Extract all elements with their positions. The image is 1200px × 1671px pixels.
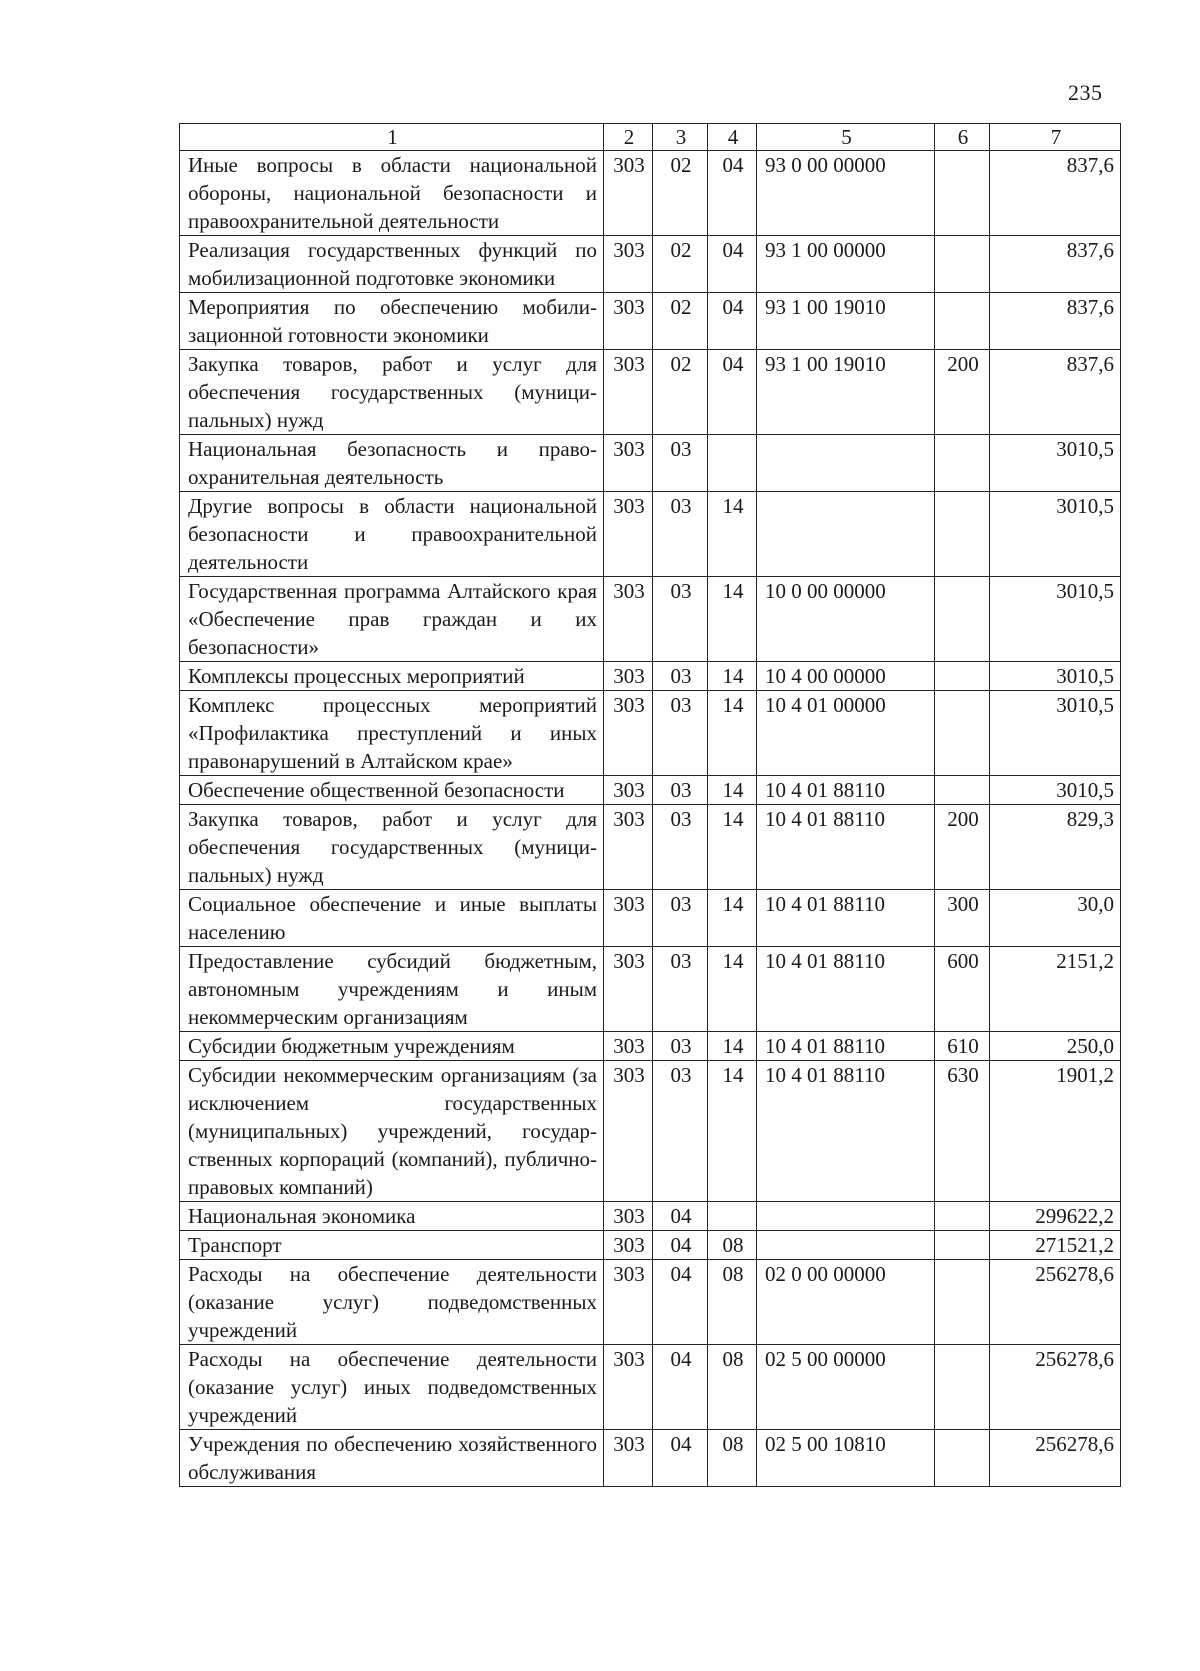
row-target-article-cell: 10 0 00 00000: [757, 577, 935, 662]
row-expense-type-cell: 600: [935, 947, 990, 1032]
row-target-article-cell: [757, 1231, 935, 1260]
row-ved-cell: 303: [604, 776, 653, 805]
row-target-article-cell: 02 5 00 00000: [757, 1345, 935, 1430]
row-subsection-cell: 14: [708, 1061, 757, 1202]
table-row: [180, 350, 1121, 435]
table-row: [180, 1231, 1121, 1260]
row-amount-cell: 1901,2: [990, 1061, 1121, 1202]
row-target-article-cell: [757, 435, 935, 492]
row-name-cell: Закупка товаров, работ и услуг для обеспечения государственных (муниципальных) нужд: [180, 350, 604, 435]
row-name-cell: Другие вопросы в области национальной безопасности и правоохранительной деятельности: [180, 492, 604, 577]
row-subsection-cell: 04: [708, 151, 757, 236]
row-ved-cell: 303: [604, 577, 653, 662]
row-amount-cell: 3010,5: [990, 577, 1121, 662]
row-amount-cell: 299622,2: [990, 1202, 1121, 1231]
table-row: [180, 890, 1121, 947]
table-header: [180, 124, 1121, 151]
row-expense-type-cell: [935, 776, 990, 805]
row-ved-cell: 303: [604, 691, 653, 776]
row-name-cell: Национальная безопасность и правоохранительная деятельность: [180, 435, 604, 492]
table-row: [180, 805, 1121, 890]
row-target-article-cell: 93 1 00 00000: [757, 236, 935, 293]
row-expense-type-cell: 200: [935, 805, 990, 890]
row-section-cell: 03: [653, 805, 708, 890]
row-section-cell: 03: [653, 947, 708, 1032]
table-row: [180, 1202, 1121, 1231]
row-expense-type-cell: 610: [935, 1032, 990, 1061]
row-name-cell: Учреждения по обеспечению хозяйственного обслуживания: [180, 1430, 604, 1487]
row-subsection-cell: 14: [708, 662, 757, 691]
row-subsection-cell: 14: [708, 691, 757, 776]
row-target-article-cell: 10 4 01 88110: [757, 776, 935, 805]
row-target-article-cell: 10 4 01 88110: [757, 890, 935, 947]
row-section-cell: 03: [653, 1032, 708, 1061]
row-name-cell: Государственная программа Алтайского края «Обеспечение прав граждан и их безопасности»: [180, 577, 604, 662]
row-amount-cell: 3010,5: [990, 435, 1121, 492]
row-expense-type-cell: [935, 492, 990, 577]
row-subsection-cell: 14: [708, 577, 757, 662]
row-expense-type-cell: [935, 1260, 990, 1345]
row-amount-cell: 837,6: [990, 350, 1121, 435]
table-row: [180, 1061, 1121, 1202]
row-section-cell: 02: [653, 293, 708, 350]
row-name-cell: Субсидии бюджетным учреждениям: [180, 1032, 604, 1061]
header-col-4: 4: [708, 124, 757, 151]
row-target-article-cell: 93 1 00 19010: [757, 350, 935, 435]
row-target-article-cell: [757, 492, 935, 577]
row-section-cell: 03: [653, 435, 708, 492]
row-ved-cell: 303: [604, 1231, 653, 1260]
row-target-article-cell: 93 0 00 00000: [757, 151, 935, 236]
row-name-cell: Комплексы процессных мероприятий: [180, 662, 604, 691]
row-expense-type-cell: [935, 293, 990, 350]
row-amount-cell: 256278,6: [990, 1260, 1121, 1345]
row-expense-type-cell: [935, 1231, 990, 1260]
row-section-cell: 04: [653, 1430, 708, 1487]
row-name-cell: Обеспечение общественной безопасности: [180, 776, 604, 805]
row-subsection-cell: 14: [708, 890, 757, 947]
row-amount-cell: 250,0: [990, 1032, 1121, 1061]
row-name-cell: Национальная экономика: [180, 1202, 604, 1231]
table-row: [180, 151, 1121, 236]
row-ved-cell: 303: [604, 947, 653, 1032]
table-row: [180, 662, 1121, 691]
row-ved-cell: 303: [604, 1032, 653, 1061]
row-ved-cell: 303: [604, 350, 653, 435]
row-target-article-cell: 10 4 01 00000: [757, 691, 935, 776]
row-name-cell: Иные вопросы в области национальной обороны, национальной безопасности и правоохранительной деятельности: [180, 151, 604, 236]
row-subsection-cell: 08: [708, 1430, 757, 1487]
row-name-cell: Субсидии некоммерческим организациям (за исключением государственных (муниципальных) учреждений, государственных корпораций (компаний), публично-правовых компаний): [180, 1061, 604, 1202]
row-amount-cell: 271521,2: [990, 1231, 1121, 1260]
row-amount-cell: 3010,5: [990, 492, 1121, 577]
row-amount-cell: 2151,2: [990, 947, 1121, 1032]
row-expense-type-cell: 300: [935, 890, 990, 947]
row-section-cell: 02: [653, 236, 708, 293]
row-ved-cell: 303: [604, 1345, 653, 1430]
row-amount-cell: 3010,5: [990, 776, 1121, 805]
header-col-7: 7: [990, 124, 1121, 151]
row-section-cell: 03: [653, 662, 708, 691]
row-ved-cell: 303: [604, 293, 653, 350]
table-row: [180, 947, 1121, 1032]
row-subsection-cell: 14: [708, 947, 757, 1032]
table-row: [180, 577, 1121, 662]
row-ved-cell: 303: [604, 1202, 653, 1231]
row-name-cell: Мероприятия по обеспечению мобилизационной готовности экономики: [180, 293, 604, 350]
row-section-cell: 04: [653, 1202, 708, 1231]
row-ved-cell: 303: [604, 435, 653, 492]
header-col-2: 2: [604, 124, 653, 151]
row-amount-cell: 829,3: [990, 805, 1121, 890]
row-subsection-cell: 14: [708, 492, 757, 577]
row-section-cell: 02: [653, 350, 708, 435]
row-name-cell: Предоставление субсидий бюджетным, автономным учреждениям и иным некоммерческим организациям: [180, 947, 604, 1032]
row-ved-cell: 303: [604, 662, 653, 691]
row-amount-cell: 3010,5: [990, 662, 1121, 691]
table-row: [180, 1430, 1121, 1487]
header-row: [180, 124, 1121, 151]
row-section-cell: 03: [653, 577, 708, 662]
row-ved-cell: 303: [604, 492, 653, 577]
table-row: [180, 1260, 1121, 1345]
row-ved-cell: 303: [604, 1260, 653, 1345]
row-section-cell: 04: [653, 1260, 708, 1345]
row-ved-cell: 303: [604, 236, 653, 293]
row-target-article-cell: 02 5 00 10810: [757, 1430, 935, 1487]
row-section-cell: 03: [653, 492, 708, 577]
row-name-cell: Транспорт: [180, 1231, 604, 1260]
table-body: [180, 151, 1121, 1487]
row-expense-type-cell: [935, 662, 990, 691]
row-subsection-cell: 14: [708, 776, 757, 805]
row-expense-type-cell: [935, 691, 990, 776]
row-expense-type-cell: 200: [935, 350, 990, 435]
row-subsection-cell: 04: [708, 236, 757, 293]
table-row: [180, 492, 1121, 577]
row-expense-type-cell: [935, 151, 990, 236]
row-name-cell: Социальное обеспечение и иные выплаты населению: [180, 890, 604, 947]
row-amount-cell: 837,6: [990, 151, 1121, 236]
row-section-cell: 02: [653, 151, 708, 236]
row-subsection-cell: 14: [708, 805, 757, 890]
row-subsection-cell: 08: [708, 1345, 757, 1430]
row-section-cell: 03: [653, 776, 708, 805]
row-subsection-cell: 08: [708, 1231, 757, 1260]
row-expense-type-cell: [935, 1345, 990, 1430]
row-target-article-cell: 10 4 01 88110: [757, 1032, 935, 1061]
row-name-cell: Закупка товаров, работ и услуг для обеспечения государственных (муниципальных) нужд: [180, 805, 604, 890]
row-section-cell: 03: [653, 890, 708, 947]
header-col-1: 1: [180, 124, 604, 151]
table-row: [180, 435, 1121, 492]
row-expense-type-cell: [935, 435, 990, 492]
row-amount-cell: 30,0: [990, 890, 1121, 947]
row-section-cell: 04: [653, 1345, 708, 1430]
row-ved-cell: 303: [604, 1061, 653, 1202]
row-target-article-cell: 10 4 01 88110: [757, 947, 935, 1032]
row-target-article-cell: [757, 1202, 935, 1231]
row-expense-type-cell: [935, 1430, 990, 1487]
row-subsection-cell: [708, 1202, 757, 1231]
row-expense-type-cell: [935, 236, 990, 293]
row-target-article-cell: 10 4 01 88110: [757, 805, 935, 890]
header-col-6: 6: [935, 124, 990, 151]
row-expense-type-cell: [935, 1202, 990, 1231]
row-ved-cell: 303: [604, 151, 653, 236]
row-expense-type-cell: 630: [935, 1061, 990, 1202]
row-amount-cell: 837,6: [990, 236, 1121, 293]
table-row: [180, 776, 1121, 805]
header-col-5: 5: [757, 124, 935, 151]
row-expense-type-cell: [935, 577, 990, 662]
row-amount-cell: 256278,6: [990, 1345, 1121, 1430]
row-subsection-cell: [708, 435, 757, 492]
row-target-article-cell: 93 1 00 19010: [757, 293, 935, 350]
row-section-cell: 03: [653, 691, 708, 776]
row-amount-cell: 3010,5: [990, 691, 1121, 776]
table-row: [180, 1345, 1121, 1430]
row-target-article-cell: 10 4 00 00000: [757, 662, 935, 691]
row-name-cell: Расходы на обеспечение деятельности (оказание услуг) иных подведомственных учреждений: [180, 1345, 604, 1430]
row-target-article-cell: 10 4 01 88110: [757, 1061, 935, 1202]
row-subsection-cell: 14: [708, 1032, 757, 1061]
row-subsection-cell: 04: [708, 350, 757, 435]
row-name-cell: Расходы на обеспечение деятельности (оказание услуг) подведомственных учреждений: [180, 1260, 604, 1345]
row-name-cell: Комплекс процессных мероприятий «Профилактика преступлений и иных правонарушений в Алтайском крае»: [180, 691, 604, 776]
row-ved-cell: 303: [604, 890, 653, 947]
header-col-3: 3: [653, 124, 708, 151]
row-ved-cell: 303: [604, 805, 653, 890]
row-name-cell: Реализация государственных функций по мобилизационной подготовке экономики: [180, 236, 604, 293]
row-ved-cell: 303: [604, 1430, 653, 1487]
table-row: [180, 1032, 1121, 1061]
row-amount-cell: 837,6: [990, 293, 1121, 350]
page-number: 235: [1068, 80, 1103, 105]
row-target-article-cell: 02 0 00 00000: [757, 1260, 935, 1345]
row-amount-cell: 256278,6: [990, 1430, 1121, 1487]
row-subsection-cell: 08: [708, 1260, 757, 1345]
row-section-cell: 03: [653, 1061, 708, 1202]
table-row: [180, 293, 1121, 350]
budget-table: [179, 123, 1121, 1487]
row-subsection-cell: 04: [708, 293, 757, 350]
table-row: [180, 691, 1121, 776]
row-section-cell: 04: [653, 1231, 708, 1260]
table-row: [180, 236, 1121, 293]
